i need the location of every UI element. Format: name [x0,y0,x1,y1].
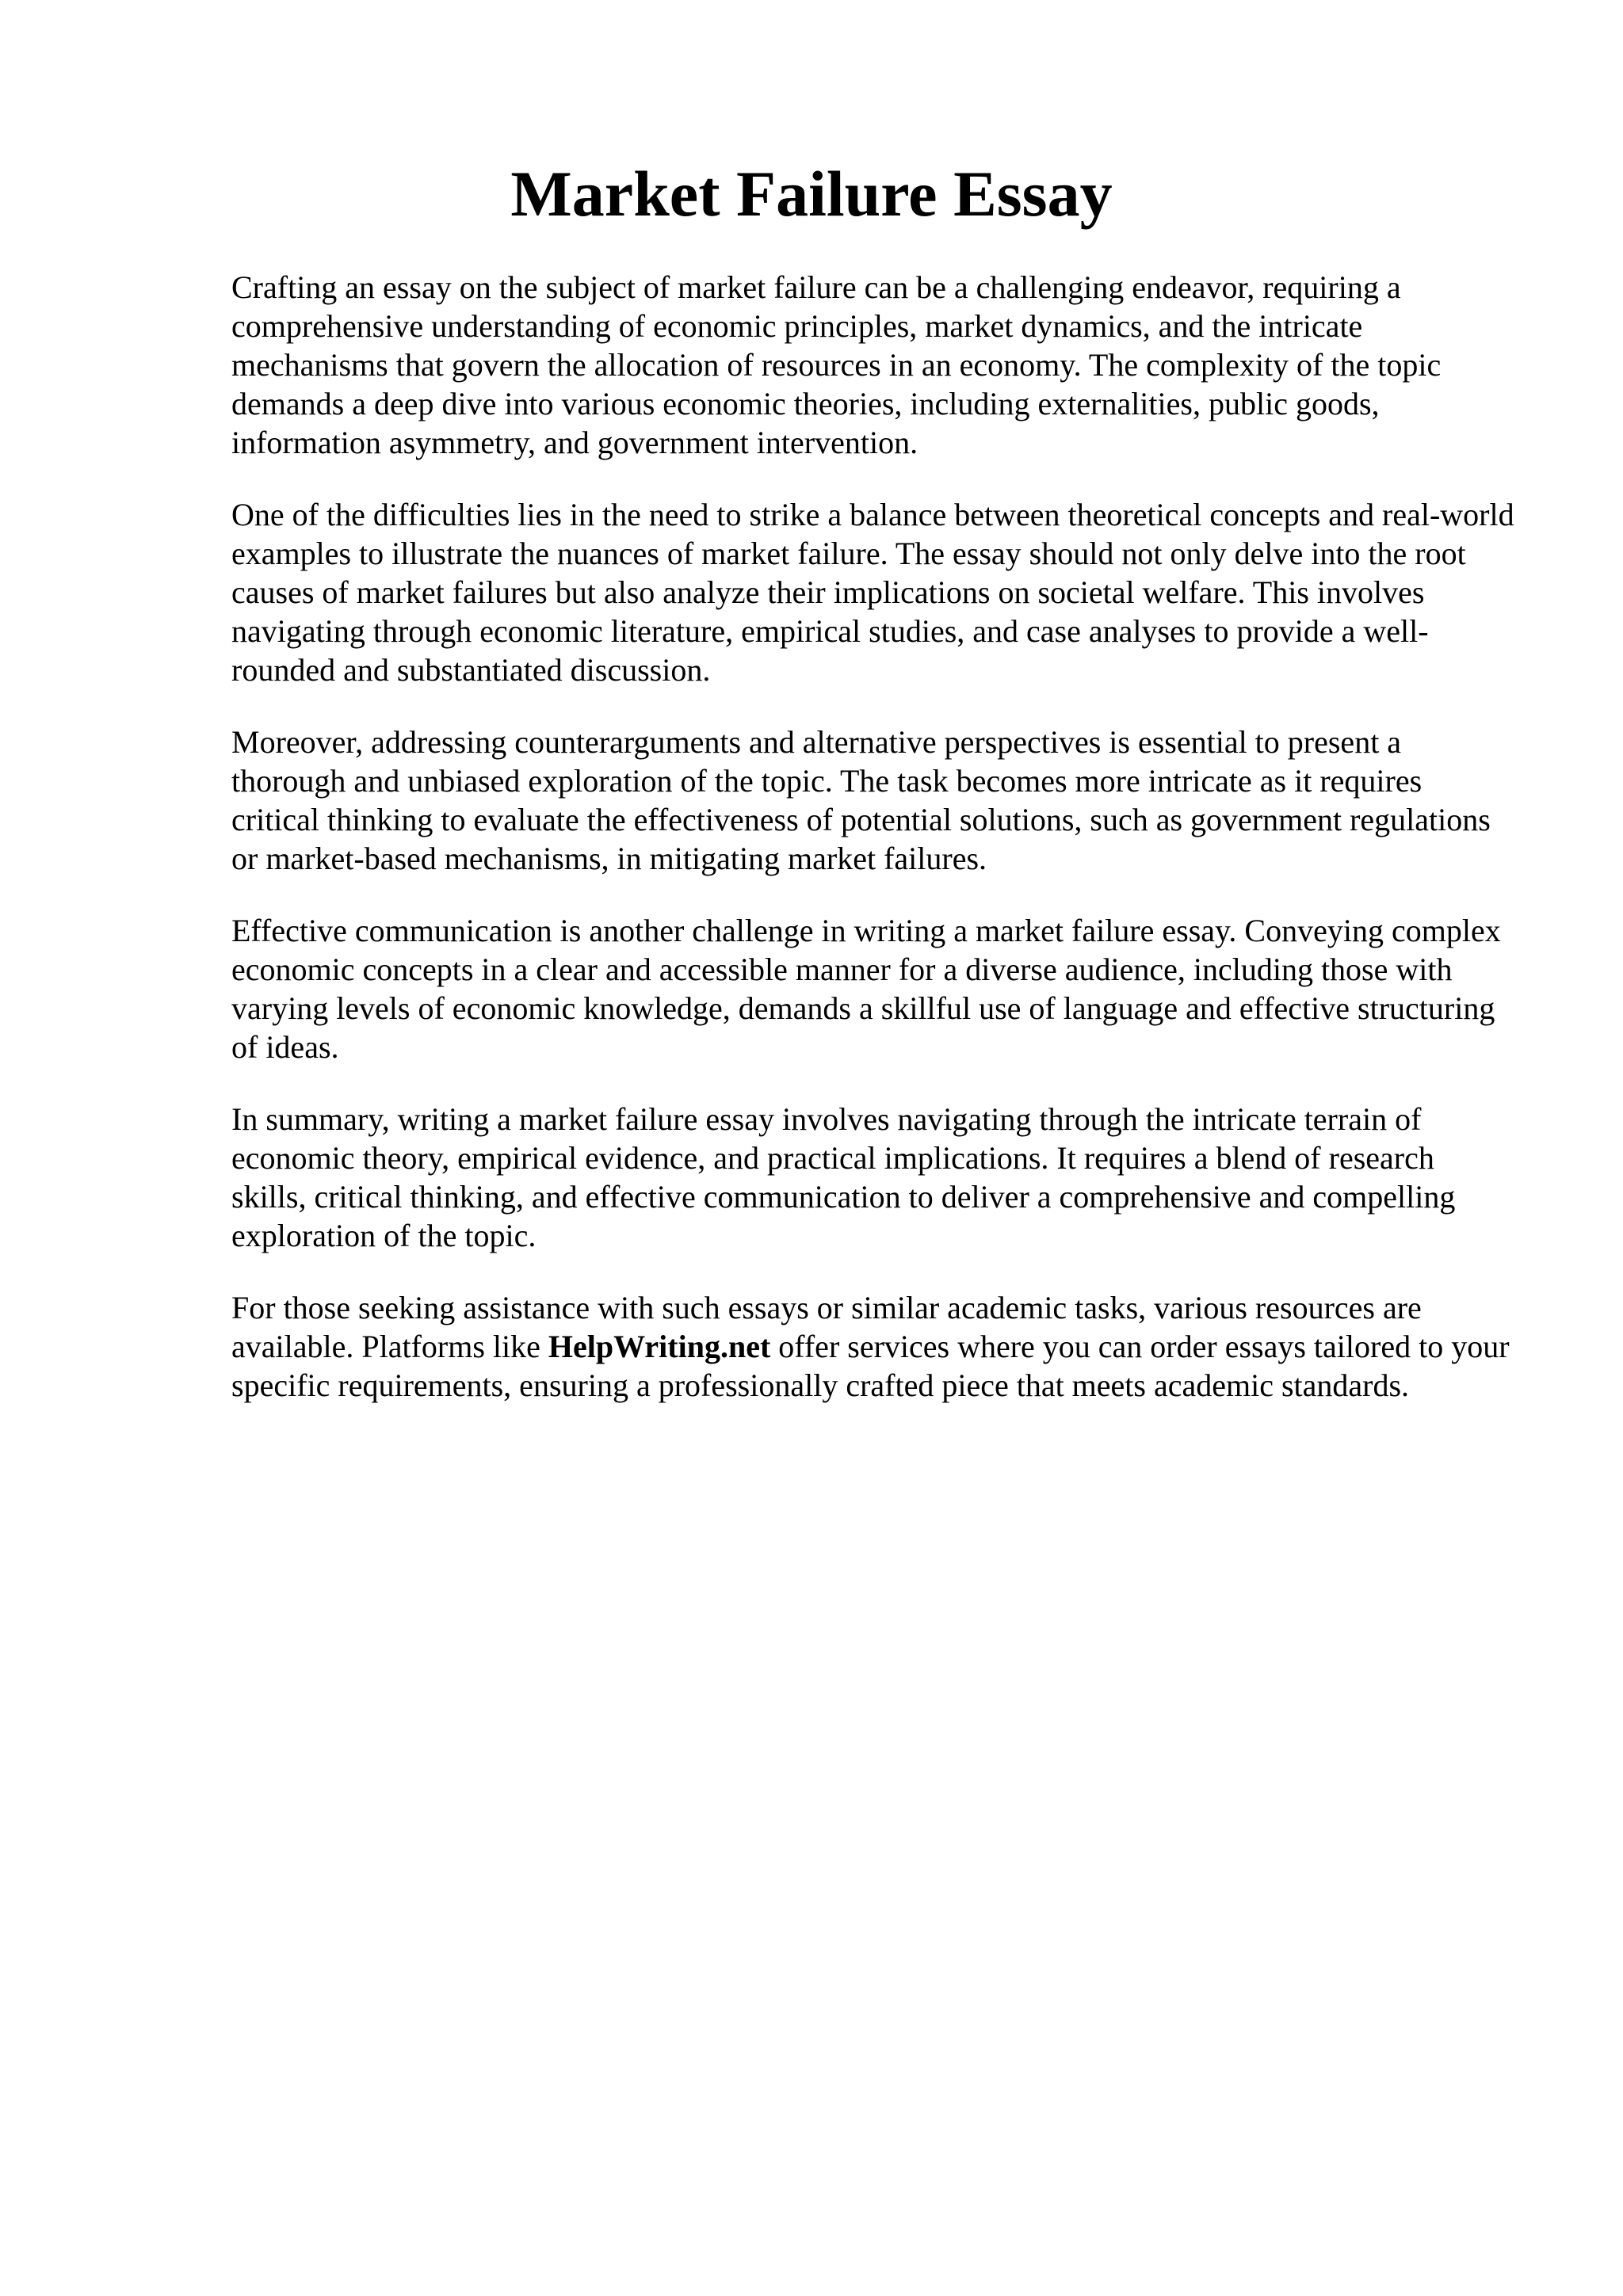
paragraph-intro: Crafting an essay on the subject of market failure can be a challenging endeavor, requiring a comprehensive understanding of economic principles, market dynamics, and the intricate mechanisms that govern the allocation of resources in an economy. The complexity of the topic demands a deep dive into various economic theories, including externalities, public goods, information asymmetry, and government intervention. [231,269,1442,460]
assistance-text-after: offer services where you can order essays tailored to your specific requirements, ensuring a professionally crafted piece that meets academic standards. [231,1329,1510,1403]
paragraph-difficulties: One of the difficulties lies in the need to strike a balance between theoretical concepts and real-world examples to illustrate the nuances of market failure. The essay should not only delve into the root causes of market failures but also analyze their implications on societal welfare. This involves navigating through economic literature, empirical studies, and case analyses to provide a well-rounded and substantiated discussion. [231,497,1514,688]
essay-body [231,268,1515,1438]
page-title: Market Failure Essay [510,158,1113,230]
paragraph-communication: Effective communication is another challenge in writing a market failure essay. Conveying complex economic concepts in a clear and accessible manner for a diverse audience, including those with varying levels of economic knowledge, demands a skillful use of language and effective structuring of ideas. [231,913,1501,1065]
paragraph-counterarguments: Moreover, addressing counterarguments and alternative perspectives is essential to present a thorough and unbiased exploration of the topic. The task becomes more intricate as it requires critical thinking to evaluate the effectiveness of potential solutions, such as government regulations or market-based mechanisms, in mitigating market failures. [231,724,1491,876]
helpwriting-brand: HelpWriting.net [548,1329,771,1364]
paragraph-assistance [231,1288,1515,1405]
paragraph-summary: In summary, writing a market failure essay involves navigating through the intricate terrain of economic theory, empirical evidence, and practical implications. It requires a blend of research skills, critical thinking, and effective communication to deliver a comprehensive and compelling exploration of the topic. [231,1101,1456,1253]
assistance-text-before: For those seeking assistance with such essays or similar academic tasks, various resources are available. Platforms like [231,1290,1422,1364]
